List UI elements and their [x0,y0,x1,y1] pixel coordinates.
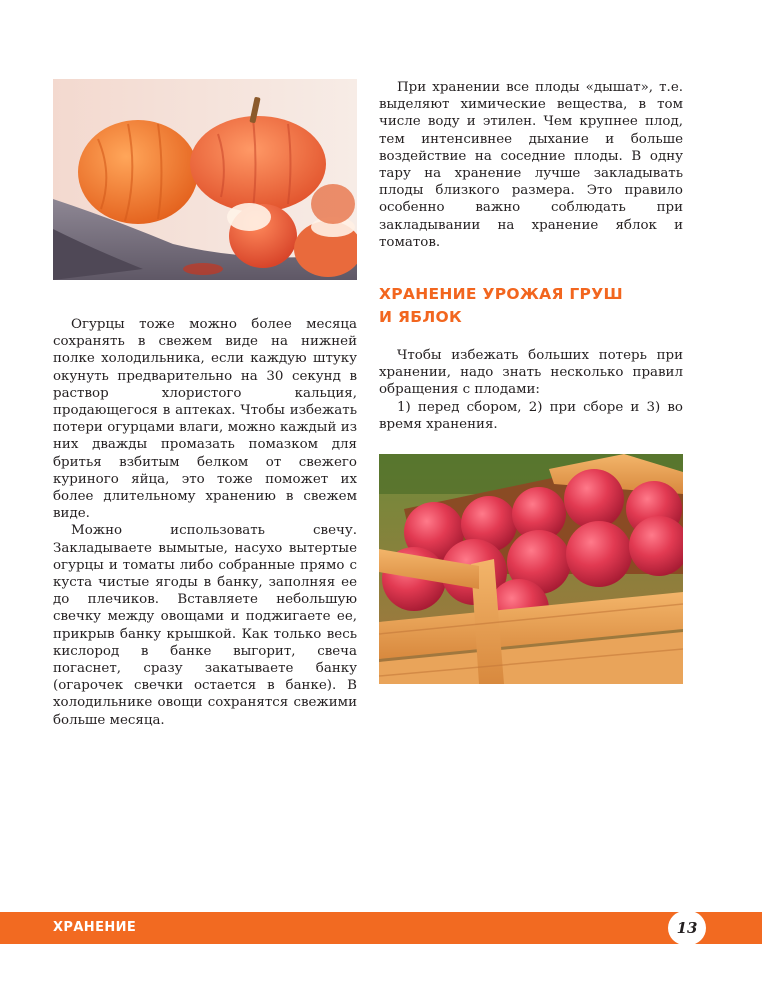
section-title-line: ХРАНЕНИЕ УРОЖАЯ ГРУШ [379,285,623,304]
paragraph: 1) перед сбором, 2) при сборе и 3) во время хранения. [379,399,683,432]
paragraph: Чтобы избежать больших потерь при хранении, надо знать несколько правил обращения с плодами: [379,348,683,398]
paragraph: Огурцы тоже можно более месяца сохранять в свежем виде на нижней полке холодильника, если каждую штуку окунуть предварительно на 30 секунд в раствор хлористого кальция, продающегося в аптеках. Чтобы избежать потери огурцами влаги, можно каждый из них дважды промазать помазком для бритья взбитым белком от свежего куриного яйца, это тоже поможет их более длительному хранению в свежем виде. [53,317,357,522]
right-column [379,79,683,433]
footer-bar [0,912,762,944]
footer-section-label: ХРАНЕНИЕ [53,920,137,935]
section-title-line: И ЯБЛОК [379,308,462,327]
paragraph: Можно использовать свечу. Закладываете вымытые, насухо вытертые огурцы и томаты либо собранные прямо с куста чистые ягоды в банку, заполняя ее до плечиков. Вставляете небольшую свечку между овощами и поджигаете ее, прикрыв банку крышкой. Как только весь кислород в банке выгорит, свеча погаснет, сразу закатываете банку (огарочек свечки остается в банке). В холодильнике овощи сохранятся свежими больше месяца. [53,523,357,728]
page-number: 13 [668,911,706,945]
intro-paragraph: При хранении все плоды «дышат», т.е. выделяют химические вещества, в том числе воду и этилен. Чем крупнее плод, тем интенсивнее дыхание и больше воздействие на соседние плоды. В одну тару на хранение лучше закладывать плоды близкого размера. Это правило особенно важно соблюдать при закладывании на хранение яблок и томатов. [379,80,683,250]
pumpkins-photo [53,79,357,280]
apples-crate-photo [379,454,683,684]
section-title [379,283,683,329]
left-column [53,79,357,729]
